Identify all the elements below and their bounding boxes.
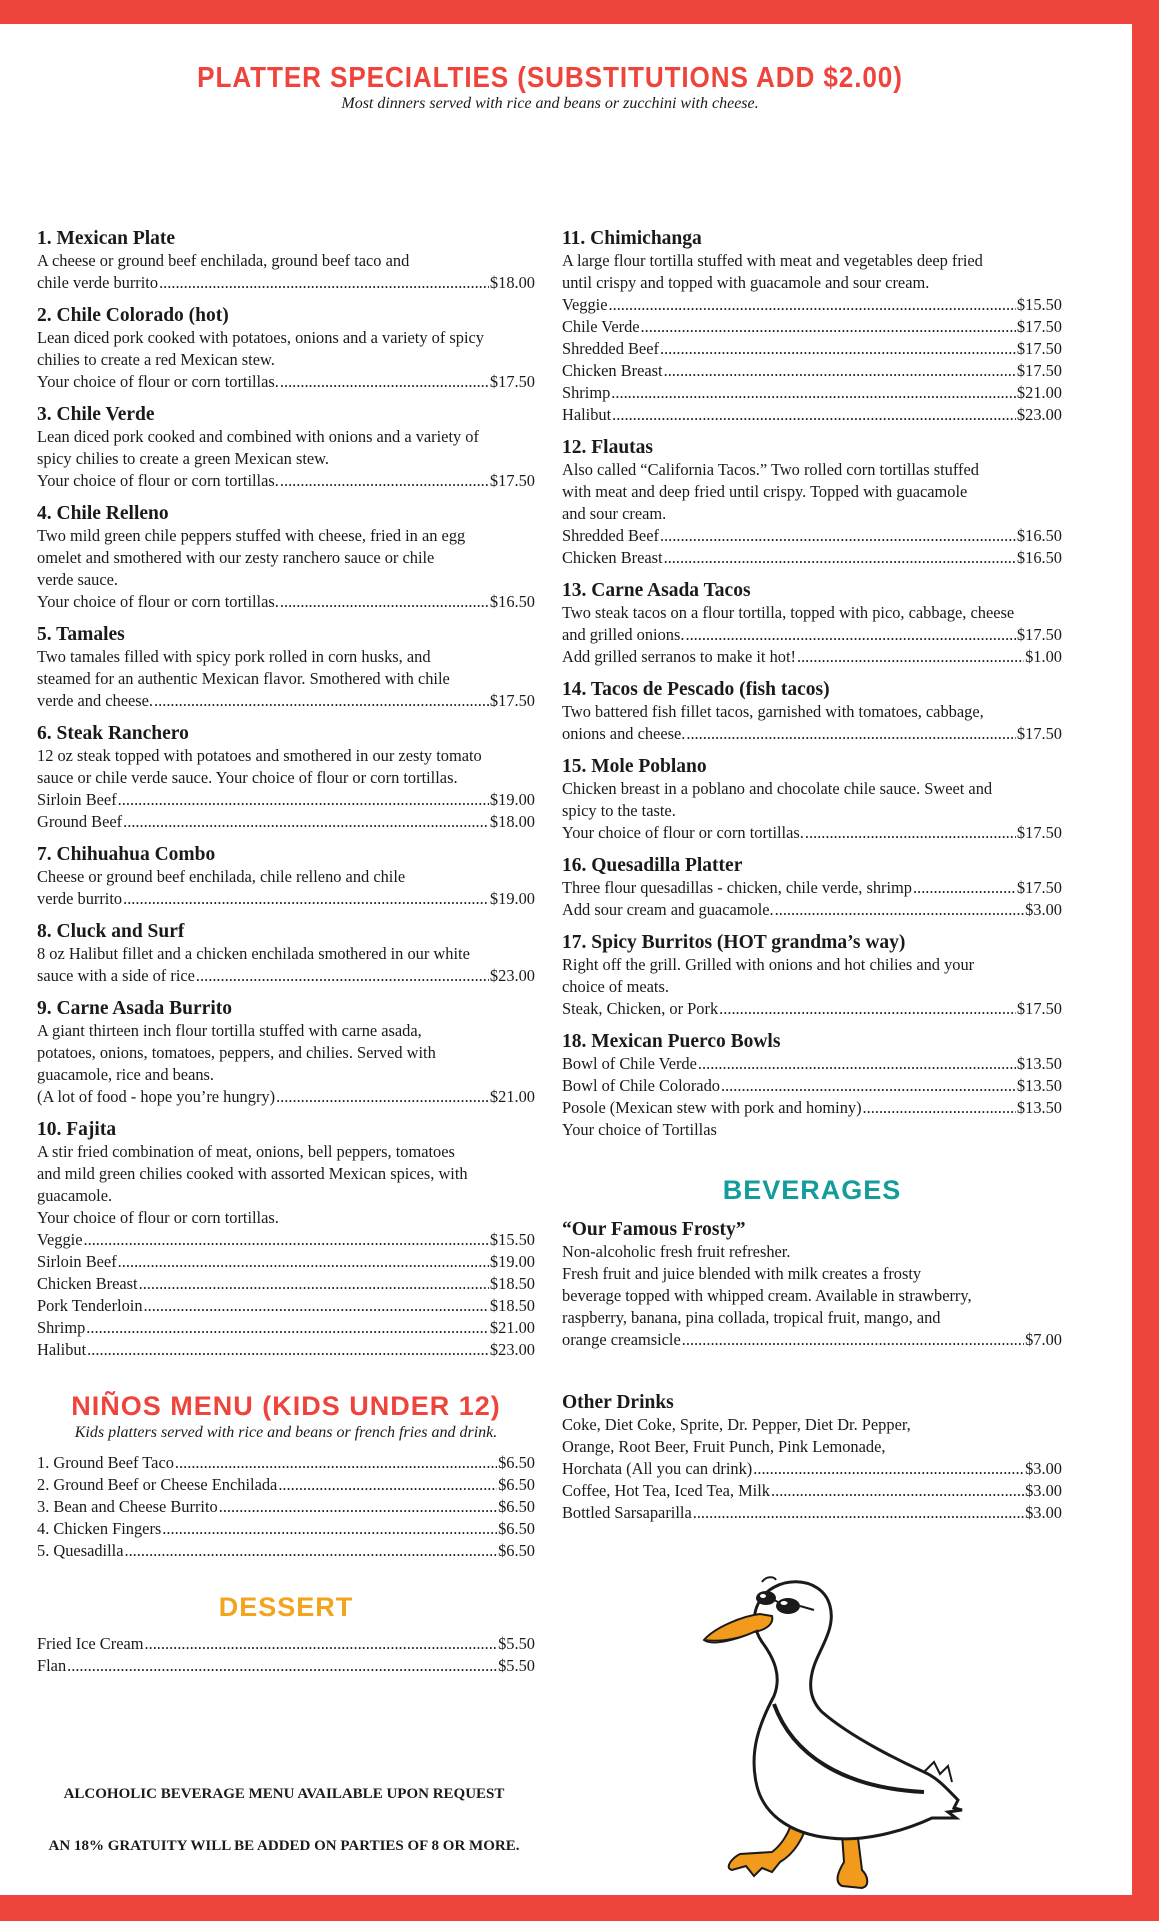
- row-price: $3.00: [1025, 1503, 1062, 1522]
- menu-item-name: 18. Mexican Puerco Bowls: [562, 1031, 781, 1052]
- price-row: [37, 1086, 535, 1108]
- menu-item-description: until crispy and topped with guacamole and sour cream.: [562, 273, 930, 292]
- price-row: [37, 1452, 535, 1474]
- menu-item-name: “Our Famous Frosty”: [562, 1219, 746, 1240]
- row-label: 4. Chicken Fingers: [37, 1519, 162, 1538]
- row-label: Ground Beef: [37, 812, 123, 831]
- menu-item-name: 5. Tamales: [37, 624, 125, 645]
- row-price: $15.50: [489, 1230, 535, 1249]
- row-label: Fried Ice Cream: [37, 1634, 144, 1653]
- price-row: [562, 877, 1062, 899]
- menu-item: [37, 227, 535, 294]
- row-label: Shredded Beef: [562, 339, 659, 358]
- price-row: [562, 1075, 1062, 1097]
- menu-item: [562, 678, 1062, 745]
- price-row: [562, 1458, 1062, 1480]
- row-label: Halibut: [562, 405, 612, 424]
- price-row: [37, 1229, 535, 1251]
- menu-item-description: Non-alcoholic fresh fruit refresher.: [562, 1242, 791, 1261]
- duck-head-tuft: [762, 1577, 776, 1582]
- row-label: Shrimp: [37, 1318, 86, 1337]
- row-price: $18.00: [489, 273, 535, 292]
- leader-dots: [693, 1502, 1024, 1524]
- menu-item-description: A large flour tortilla stuffed with meat and vegetables deep fried: [562, 251, 983, 270]
- price-row: [562, 525, 1062, 547]
- menu-item-description: guacamole.: [37, 1186, 113, 1205]
- price-row: [37, 888, 535, 910]
- menu-item-name: 2. Chile Colorado (hot): [37, 305, 229, 326]
- menu-item: [562, 227, 1062, 426]
- leader-dots: [797, 646, 1024, 668]
- menu-item-name: 17. Spicy Burritos (HOT grandma’s way): [562, 932, 906, 953]
- row-price: $17.50: [1016, 317, 1062, 336]
- price-row: [37, 1273, 535, 1295]
- price-row: [37, 811, 535, 833]
- price-row: [37, 1655, 535, 1677]
- leader-dots: [805, 822, 1016, 844]
- row-label: Three flour quesadillas - chicken, chile verde, shrimp: [562, 878, 912, 897]
- ninos-menu-title: NIÑOS MENU (KIDS UNDER 12): [71, 1391, 501, 1421]
- price-row: [37, 1295, 535, 1317]
- leader-dots: [721, 1075, 1016, 1097]
- row-label: Horchata (All you can drink): [562, 1459, 753, 1478]
- leader-dots: [863, 1097, 1016, 1119]
- leader-dots: [124, 1540, 497, 1562]
- price-row: [562, 1053, 1062, 1075]
- row-label: Halibut: [37, 1340, 87, 1359]
- row-label: Chicken Breast: [562, 361, 663, 380]
- row-label: 1. Ground Beef Taco: [37, 1453, 174, 1472]
- menu-item-description: and mild green chilies cooked with assorted Mexican spices, with: [37, 1164, 468, 1183]
- leader-dots: [660, 338, 1016, 360]
- row-price: $21.00: [489, 1318, 535, 1337]
- price-row: [37, 690, 535, 712]
- menu-item-description: Two tamales filled with spicy pork rolled in corn husks, and: [37, 647, 431, 666]
- right-menu-items: [562, 227, 1062, 1141]
- row-price: $21.00: [1016, 383, 1062, 402]
- leader-dots: [682, 1329, 1024, 1351]
- price-row: [562, 1329, 1062, 1351]
- menu-item-name: 3. Chile Verde: [37, 404, 155, 425]
- row-price: $21.00: [489, 1087, 535, 1106]
- price-row: [562, 822, 1062, 844]
- leader-dots: [162, 1518, 497, 1540]
- menu-item-name: 10. Fajita: [37, 1119, 117, 1140]
- row-label: Shredded Beef: [562, 526, 659, 545]
- menu-item-description: Two steak tacos on a flour tortilla, topped with pico, cabbage, cheese: [562, 603, 1015, 622]
- leader-dots: [118, 789, 489, 811]
- row-price: $18.50: [489, 1274, 535, 1293]
- beverages-title: BEVERAGES: [722, 1175, 902, 1205]
- menu-item-description: steamed for an authentic Mexican flavor. Smothered with chile: [37, 669, 450, 688]
- dessert-list: [37, 1633, 535, 1677]
- row-price: $16.50: [1016, 526, 1062, 545]
- menu-item-name: 14. Tacos de Pescado (fish tacos): [562, 679, 830, 700]
- menu-item-description: A giant thirteen inch flour tortilla stuffed with carne asada,: [37, 1021, 422, 1040]
- dessert-title: DESSERT: [218, 1592, 354, 1622]
- row-label: orange creamsicle: [562, 1330, 681, 1349]
- row-label: Chicken Breast: [37, 1274, 138, 1293]
- price-row: [37, 1518, 535, 1540]
- row-label: and grilled onions.: [562, 625, 685, 644]
- menu-item-description: Coke, Diet Coke, Sprite, Dr. Pepper, Diet Dr. Pepper,: [562, 1415, 911, 1434]
- menu-item-description: potatoes, onions, tomatoes, peppers, and chilies. Served with: [37, 1043, 436, 1062]
- ninos-menu-subtitle: Kids platters served with rice and beans or french fries and drink.: [74, 1424, 498, 1441]
- menu-item: [37, 502, 535, 613]
- leader-dots: [144, 1295, 489, 1317]
- leader-dots: [612, 404, 1016, 426]
- price-row: [37, 1317, 535, 1339]
- menu-item-name: 6. Steak Ranchero: [37, 723, 189, 744]
- gratuity-note: AN 18% GRATUITY WILL BE ADDED ON PARTIES OF 8 OR MORE.: [48, 1838, 520, 1854]
- row-price: $13.50: [1016, 1054, 1062, 1073]
- menu-item-description: Your choice of flour or corn tortillas.: [37, 1208, 279, 1227]
- leader-dots: [123, 811, 489, 833]
- row-label: 3. Bean and Cheese Burrito: [37, 1497, 218, 1516]
- menu-item-description: chilies to create a red Mexican stew.: [37, 350, 275, 369]
- row-price: $17.50: [1016, 724, 1062, 743]
- row-price: $23.00: [489, 1340, 535, 1359]
- price-row: [37, 591, 535, 613]
- row-label: 5. Quesadilla: [37, 1541, 124, 1560]
- menu-item-name: 16. Quesadilla Platter: [562, 855, 743, 876]
- row-price: $17.50: [1016, 625, 1062, 644]
- row-label: Pork Tenderloin: [37, 1296, 143, 1315]
- leader-dots: [771, 1480, 1024, 1502]
- row-price: $15.50: [1016, 295, 1062, 314]
- price-row: [37, 371, 535, 393]
- menu-item-description: A stir fried combination of meat, onions, bell peppers, tomatoes: [37, 1142, 455, 1161]
- price-row: [37, 1339, 535, 1361]
- menu-item: [562, 579, 1062, 668]
- row-price: $3.00: [1025, 1481, 1062, 1500]
- leader-dots: [664, 360, 1016, 382]
- row-label: Flan: [37, 1656, 67, 1675]
- row-label: Bowl of Chile Verde: [562, 1054, 697, 1073]
- menu-item-description: with meat and deep fried until crispy. Topped with guacamole: [562, 482, 968, 501]
- price-row: [37, 470, 535, 492]
- menu-item: [37, 722, 535, 833]
- leader-dots: [280, 591, 489, 613]
- price-row: [37, 1540, 535, 1562]
- row-price: $3.00: [1025, 1459, 1062, 1478]
- menu-item: [562, 1030, 1062, 1141]
- menu-item-description: Orange, Root Beer, Fruit Punch, Pink Lemonade,: [562, 1437, 886, 1456]
- price-row: [562, 360, 1062, 382]
- row-price: $23.00: [1016, 405, 1062, 424]
- ninos-menu-list: [37, 1452, 535, 1562]
- leader-dots: [641, 316, 1016, 338]
- row-price: $23.00: [489, 966, 535, 985]
- leader-dots: [123, 888, 489, 910]
- row-price: $6.50: [498, 1541, 535, 1560]
- row-price: $19.00: [489, 790, 535, 809]
- row-price: $6.50: [498, 1497, 535, 1516]
- menu-item-name: 1. Mexican Plate: [37, 228, 176, 249]
- price-row: [562, 338, 1062, 360]
- leader-dots: [664, 547, 1016, 569]
- row-price: $17.50: [1016, 823, 1062, 842]
- row-price: $17.50: [489, 691, 535, 710]
- row-price: $18.00: [489, 812, 535, 831]
- price-row: [562, 316, 1062, 338]
- menu-item-description: Chicken breast in a poblano and chocolate chile sauce. Sweet and: [562, 779, 993, 798]
- leader-dots: [219, 1496, 497, 1518]
- leader-dots: [139, 1273, 489, 1295]
- row-label: verde burrito: [37, 889, 123, 908]
- menu-item: [562, 755, 1062, 844]
- row-price: $13.50: [1016, 1098, 1062, 1117]
- row-price: $16.50: [1016, 548, 1062, 567]
- price-row: [37, 1251, 535, 1273]
- leader-dots: [154, 690, 489, 712]
- price-row: [562, 723, 1062, 745]
- menu-item-name: 13. Carne Asada Tacos: [562, 580, 751, 601]
- menu-item-description: choice of meats.: [562, 977, 669, 996]
- row-price: $7.00: [1025, 1330, 1062, 1349]
- menu-item-description: Two mild green chile peppers stuffed with cheese, fried in an egg: [37, 526, 466, 545]
- price-row: [562, 547, 1062, 569]
- row-label: Bottled Sarsaparilla: [562, 1503, 692, 1522]
- price-row: [562, 1480, 1062, 1502]
- leader-dots: [719, 998, 1016, 1020]
- row-price: $17.50: [1016, 361, 1062, 380]
- price-row: [562, 998, 1062, 1020]
- row-label: Veggie: [562, 295, 608, 314]
- menu-item-description: A cheese or ground beef enchilada, ground beef taco and: [37, 251, 410, 270]
- leader-dots: [276, 1086, 489, 1108]
- leader-dots: [175, 1452, 497, 1474]
- leader-dots: [84, 1229, 489, 1251]
- duck-body: [754, 1582, 962, 1839]
- row-price: $1.00: [1025, 647, 1062, 666]
- menu-item: [562, 1391, 1062, 1524]
- row-label: (A lot of food - hope you’re hungry): [37, 1087, 276, 1106]
- menu-item: [562, 854, 1062, 921]
- menu-item-name: 11. Chimichanga: [562, 228, 702, 249]
- row-label: Add sour cream and guacamole.: [562, 900, 774, 919]
- price-row: [562, 294, 1062, 316]
- leader-dots: [196, 965, 489, 987]
- row-label: Coffee, Hot Tea, Iced Tea, Milk: [562, 1481, 770, 1500]
- row-label: Bowl of Chile Colorado: [562, 1076, 720, 1095]
- price-row: [562, 899, 1062, 921]
- menu-item-description: 8 oz Halibut fillet and a chicken enchilada smothered in our white: [37, 944, 470, 963]
- page-title: PLATTER SPECIALTIES (SUBSTITUTIONS ADD $2.00): [197, 62, 903, 94]
- row-price: $16.50: [489, 592, 535, 611]
- menu-item-description: raspberry, banana, pina collada, tropical fruit, mango, and: [562, 1308, 941, 1327]
- leader-dots: [775, 899, 1024, 921]
- price-row: [562, 404, 1062, 426]
- menu-item: [562, 436, 1062, 569]
- menu-item-description: 12 oz steak topped with potatoes and smothered in our zesty tomato: [37, 746, 482, 765]
- price-row: [562, 1502, 1062, 1524]
- leader-dots: [686, 723, 1016, 745]
- leader-dots: [67, 1655, 497, 1677]
- row-label: Posole (Mexican stew with pork and hominy): [562, 1098, 862, 1117]
- menu-page: [0, 24, 1132, 1895]
- menu-item: [37, 843, 535, 910]
- menu-item: [562, 931, 1062, 1020]
- duck-mascot-illustration: [662, 1576, 1002, 1894]
- menu-item: [562, 1218, 1062, 1351]
- beverages-list: [562, 1218, 1062, 1524]
- left-column: [37, 227, 535, 1677]
- row-price: $19.00: [489, 1252, 535, 1271]
- alcohol-note: ALCOHOLIC BEVERAGE MENU AVAILABLE UPON REQUEST: [63, 1786, 505, 1802]
- leader-dots: [280, 371, 489, 393]
- leader-dots: [86, 1317, 489, 1339]
- page-subtitle: Most dinners served with rice and beans or zucchini with cheese.: [341, 95, 759, 112]
- price-row: [37, 1496, 535, 1518]
- menu-item-description: sauce or chile verde sauce. Your choice of flour or corn tortillas.: [37, 768, 458, 787]
- menu-item: [37, 920, 535, 987]
- row-label: onions and cheese.: [562, 724, 686, 743]
- leader-dots: [278, 1474, 497, 1496]
- menu-item-description: spicy to the taste.: [562, 801, 676, 820]
- menu-item-name: 7. Chihuahua Combo: [37, 844, 216, 865]
- menu-item-note: Your choice of Tortillas: [562, 1120, 717, 1139]
- menu-item-description: beverage topped with whipped cream. Available in strawberry,: [562, 1286, 972, 1305]
- menu-item-name: Other Drinks: [562, 1392, 674, 1413]
- menu-item-name: 4. Chile Relleno: [37, 503, 169, 524]
- price-row: [37, 965, 535, 987]
- leader-dots: [118, 1251, 489, 1273]
- row-price: $17.50: [489, 471, 535, 490]
- row-price: $19.00: [489, 889, 535, 908]
- menu-item-name: 15. Mole Poblano: [562, 756, 707, 777]
- menu-item-description: guacamole, rice and beans.: [37, 1065, 215, 1084]
- menu-item-description: Lean diced pork cooked with potatoes, onions and a variety of spicy: [37, 328, 484, 347]
- menu-item-description: Cheese or ground beef enchilada, chile relleno and chile: [37, 867, 406, 886]
- menu-item-description: Fresh fruit and juice blended with milk creates a frosty: [562, 1264, 922, 1283]
- menu-item: [37, 623, 535, 712]
- row-price: $3.00: [1025, 900, 1062, 919]
- price-row: [562, 624, 1062, 646]
- menu-item-name: 9. Carne Asada Burrito: [37, 998, 232, 1019]
- leader-dots: [698, 1053, 1016, 1075]
- menu-item-description: Right off the grill. Grilled with onions and hot chilies and your: [562, 955, 975, 974]
- left-menu-items: [37, 227, 535, 1361]
- row-label: sauce with a side of rice: [37, 966, 195, 985]
- row-price: $6.50: [498, 1453, 535, 1472]
- row-price: $6.50: [498, 1519, 535, 1538]
- menu-item-description: Two battered fish fillet tacos, garnished with tomatoes, cabbage,: [562, 702, 984, 721]
- leader-dots: [611, 382, 1016, 404]
- duck-front-foot: [838, 1834, 868, 1888]
- row-label: Chicken Breast: [562, 548, 663, 567]
- leader-dots: [145, 1633, 498, 1655]
- row-price: $18.50: [489, 1296, 535, 1315]
- row-label: Your choice of flour or corn tortillas.: [37, 372, 279, 391]
- menu-item-description: Lean diced pork cooked and combined with onions and a variety of: [37, 427, 479, 446]
- menu-item-description: spicy chilies to create a green Mexican stew.: [37, 449, 330, 468]
- leader-dots: [660, 525, 1016, 547]
- price-row: [37, 1633, 535, 1655]
- menu-item-name: 8. Cluck and Surf: [37, 921, 185, 942]
- row-label: Your choice of flour or corn tortillas.: [562, 823, 804, 842]
- menu-item-description: verde sauce.: [37, 570, 118, 589]
- row-label: Your choice of flour or corn tortillas.: [37, 592, 279, 611]
- leader-dots: [609, 294, 1016, 316]
- menu-item-name: 12. Flautas: [562, 437, 654, 458]
- row-label: Sirloin Beef: [37, 790, 117, 809]
- row-label: 2. Ground Beef or Cheese Enchilada: [37, 1475, 278, 1494]
- price-row: [562, 1097, 1062, 1119]
- row-label: Chile Verde: [562, 317, 640, 336]
- row-price: $13.50: [1016, 1076, 1062, 1095]
- row-price: $17.50: [1016, 999, 1062, 1018]
- leader-dots: [280, 470, 489, 492]
- price-row: [37, 272, 535, 294]
- row-price: $17.50: [1016, 878, 1062, 897]
- row-price: $6.50: [498, 1475, 535, 1494]
- menu-item-description: omelet and smothered with our zesty ranchero sauce or chile: [37, 548, 435, 567]
- row-label: Steak, Chicken, or Pork: [562, 999, 719, 1018]
- row-label: chile verde burrito: [37, 273, 159, 292]
- menu-item-description: and sour cream.: [562, 504, 667, 523]
- menu-item: [37, 403, 535, 492]
- row-price: $17.50: [489, 372, 535, 391]
- row-label: Your choice of flour or corn tortillas.: [37, 471, 279, 490]
- menu-item: [37, 1118, 535, 1361]
- price-row: [37, 789, 535, 811]
- row-price: $5.50: [498, 1634, 535, 1653]
- row-label: Shrimp: [562, 383, 611, 402]
- price-row: [562, 382, 1062, 404]
- row-price: $5.50: [498, 1656, 535, 1675]
- menu-item: [37, 997, 535, 1108]
- price-row: [37, 1474, 535, 1496]
- leader-dots: [87, 1339, 489, 1361]
- right-column: [562, 227, 1062, 1534]
- leader-dots: [913, 877, 1016, 899]
- row-label: Veggie: [37, 1230, 83, 1249]
- leader-dots: [159, 272, 489, 294]
- menu-item-description: Also called “California Tacos.” Two rolled corn tortillas stuffed: [562, 460, 979, 479]
- row-label: verde and cheese.: [37, 691, 154, 710]
- row-price: $17.50: [1016, 339, 1062, 358]
- leader-dots: [685, 624, 1015, 646]
- menu-item: [37, 304, 535, 393]
- price-row: [562, 646, 1062, 668]
- row-label: Sirloin Beef: [37, 1252, 117, 1271]
- row-label: Add grilled serranos to make it hot!: [562, 647, 796, 666]
- leader-dots: [753, 1458, 1024, 1480]
